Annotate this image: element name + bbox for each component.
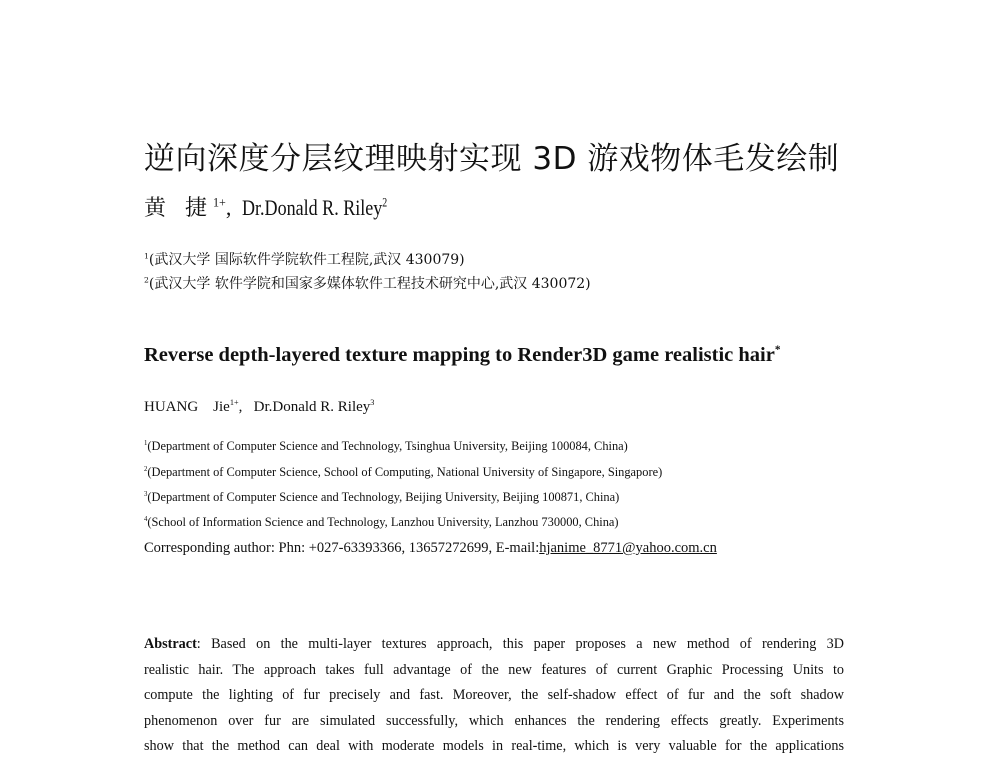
affiliation-en-4: $^4$(School of Information Science and Technology, Lanzhou University, Lanzhou 730000, China) [144, 515, 619, 529]
author-en-1-name: HUANG Jie [144, 399, 230, 415]
author-1-name: 黄 捷 [144, 196, 213, 221]
email-link[interactable]: hjanime_8771@yahoo.com.cn [539, 540, 717, 556]
author-separator: , [225, 195, 232, 220]
author-en-2-mark: 3 [370, 398, 375, 407]
title-footnote-mark: * [774, 344, 781, 357]
affiliation-cn-1: $^1$(武汉大学 国际软件学院软件工程院,武汉 430079) [144, 251, 465, 268]
affiliation-en-1: $^1$(Department of Computer Science and Technology, Tsinghua University, Beijing 100084, China) [144, 439, 628, 453]
paper-title-chinese: 逆向深度分层纹理映射实现 3D 游戏物体毛发绘制 [144, 141, 840, 177]
authors-english: HUANG Jie$^{1+}$, Dr.Donald R. Riley$^3$ [144, 398, 375, 415]
author-1-mark: 1+ [213, 195, 226, 210]
author-en-1-mark: 1+ [229, 398, 239, 407]
abstract-line-3: compute the lighting of fur precisely and fast. Moreover, the self-shadow effect of fur and the soft shadow [144, 687, 844, 704]
author-en-2-name: Dr.Donald R. Riley [253, 399, 371, 415]
abstract-line-1: Abstract: Based on the multi-layer textures approach, this paper proposes a new method of rendering 3D [144, 636, 844, 652]
corresponding-author: Corresponding author: Phn: +027-63393366, 13657272699, E-mail:hjanime_8771@yahoo.com.cn [144, 540, 717, 556]
authors-chinese [144, 191, 420, 222]
author-2-mark: 2 [382, 195, 388, 210]
abstract-line-2: realistic hair. The approach takes full advantage of the new features of current Graphic Processing Units to [144, 661, 844, 678]
paper-title-english: Reverse depth-layered texture mapping to Render3D game realistic hair* [144, 344, 781, 366]
abstract [144, 632, 844, 760]
author-2-name: Dr.Donald R. Riley$^2$ [242, 195, 388, 220]
abstract-label: Abstract [144, 636, 197, 652]
abstract-line-5: show that the method can deal with moderate models in real-time, which is very valuable for the applications [144, 738, 844, 755]
affiliation-en-2: $^2$(Department of Computer Science, School of Computing, National University of Singapore, Singapore) [144, 465, 663, 479]
affiliation-cn-2: $^2$(武汉大学 软件学院和国家多媒体软件工程技术研究中心,武汉 430072) [144, 275, 591, 292]
abstract-line-4: phenomenon over fur are simulated successfully, which enhances the rendering effects greatly. Experiments [144, 712, 844, 729]
affiliation-en-3: $^3$(Department of Computer Science and Technology, Beijing University, Beijing 100871, China) [144, 490, 620, 504]
